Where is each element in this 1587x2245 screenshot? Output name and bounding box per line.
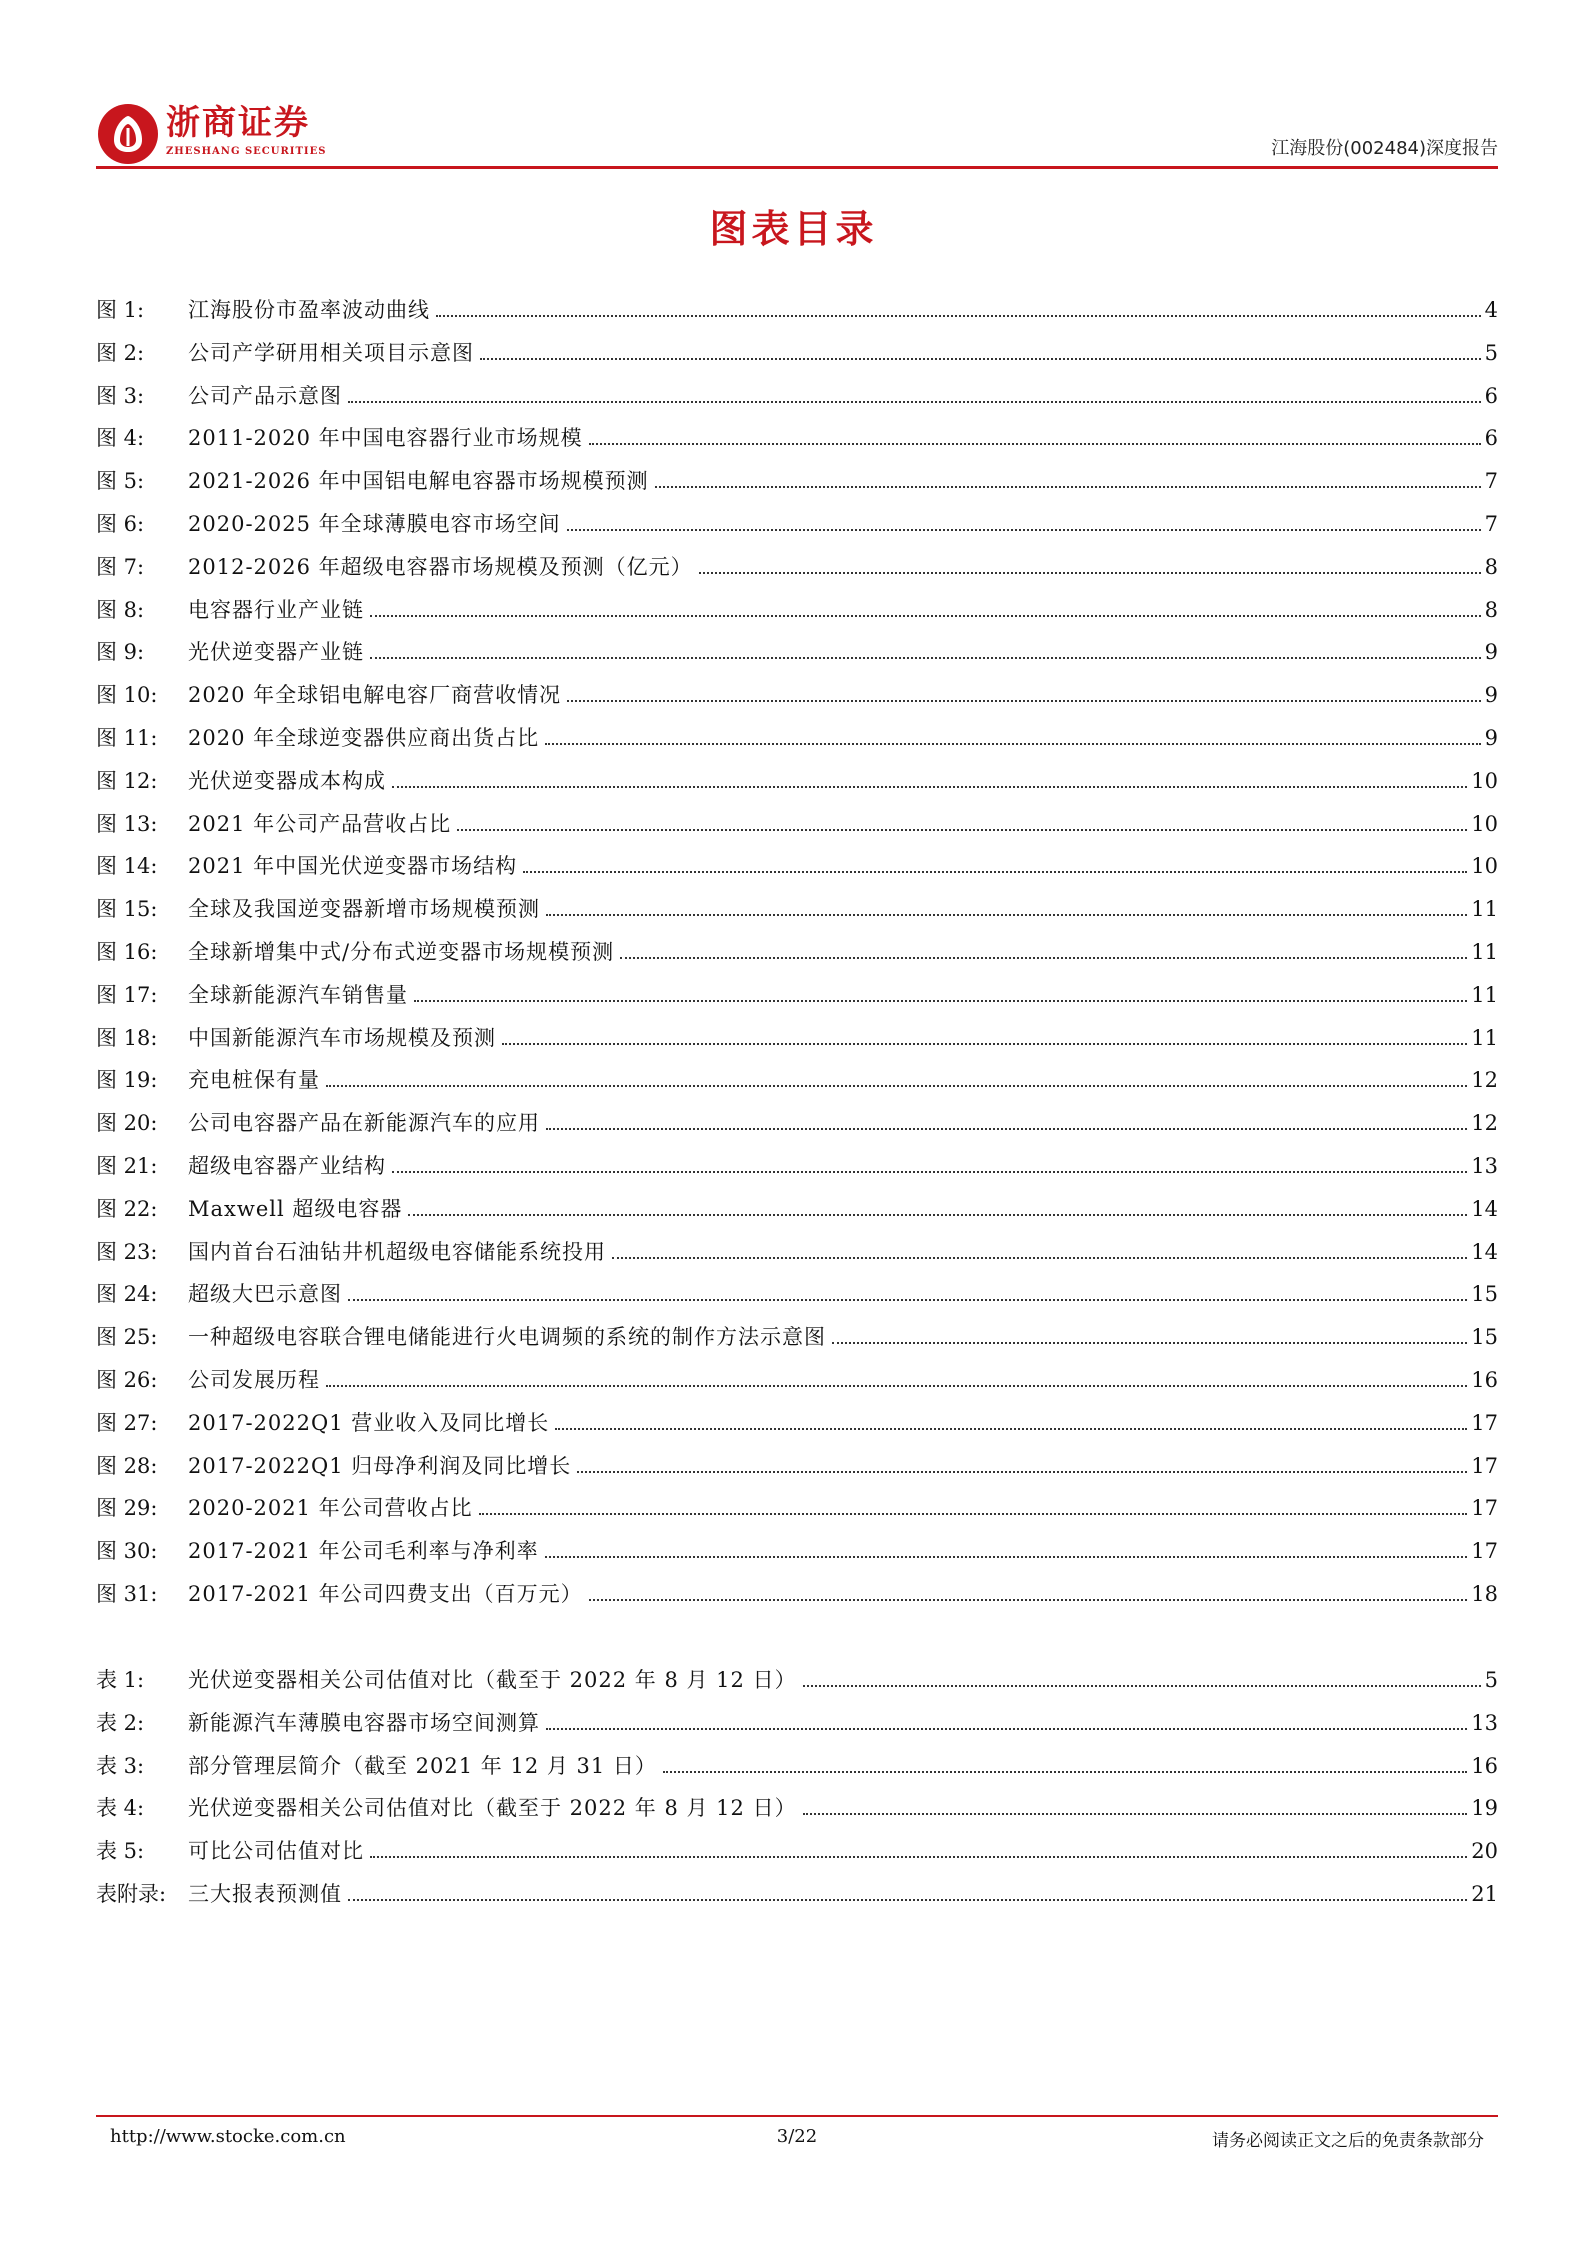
toc-entry-title[interactable]: 光伏逆变器相关公司估值对比（截至于 2022 年 8 月 12 日） <box>188 1796 797 1821</box>
header-divider <box>96 166 1498 169</box>
figure-toc-entry[interactable] <box>96 1108 1498 1151</box>
toc-entry-title[interactable]: 2020-2021 年公司营收占比 <box>188 1496 473 1521</box>
toc-entry-label: 表附录: <box>96 1881 167 1906</box>
logo-text-cn: 浙商证券 <box>166 103 310 143</box>
toc-entry-title[interactable]: 公司发展历程 <box>188 1367 320 1392</box>
toc-entry-title[interactable]: 2017-2021 年公司四费支出（百万元） <box>188 1581 583 1606</box>
toc-entry-label: 图 4: <box>96 426 145 451</box>
figure-toc-entry[interactable] <box>96 1408 1498 1451</box>
toc-entry-label: 图 18: <box>96 1025 158 1050</box>
figure-toc-entry[interactable] <box>96 338 1498 381</box>
toc-entry-label: 表 2: <box>96 1710 145 1735</box>
figure-toc-entry[interactable] <box>96 595 1498 638</box>
toc-entry-label: 图 2: <box>96 340 145 365</box>
toc-entry-label: 图 21: <box>96 1153 158 1178</box>
toc-entry-title[interactable]: 全球新能源汽车销售量 <box>188 982 408 1007</box>
toc-entry-page[interactable]: 9 <box>1484 640 1498 665</box>
toc-entry-page[interactable]: 15 <box>1471 1325 1498 1350</box>
toc-entry-title[interactable]: 2021-2026 年中国铝电解电容器市场规模预测 <box>188 469 649 494</box>
toc-entry-label: 图 6: <box>96 511 145 536</box>
toc-entry-page[interactable]: 14 <box>1471 1239 1498 1264</box>
toc-entry-page[interactable]: 13 <box>1471 1153 1498 1178</box>
toc-entry-title[interactable]: 全球及我国逆变器新增市场规模预测 <box>188 897 540 922</box>
toc-entry-page[interactable]: 4 <box>1484 298 1498 322</box>
toc-entry-page[interactable]: 11 <box>1471 897 1498 922</box>
toc-entry-title[interactable]: 光伏逆变器成本构成 <box>188 768 386 793</box>
toc-leader-dots <box>326 1084 1467 1087</box>
toc-entry-label: 图 24: <box>96 1282 158 1307</box>
toc-entry-page[interactable]: 17 <box>1471 1453 1498 1478</box>
disclaimer-text: 请务必阅读正文之后的免责条款部分 <box>1212 2131 1484 2151</box>
toc-entry-label: 图 10: <box>96 683 158 708</box>
toc-leader-dots <box>612 1256 1467 1259</box>
toc-entry-title[interactable]: 中国新能源汽车市场规模及预测 <box>188 1025 496 1050</box>
toc-leader-dots <box>457 828 1467 831</box>
toc-leader-dots <box>348 1898 1467 1901</box>
toc-entry-title[interactable]: 部分管理层简介（截至 2021 年 12 月 31 日） <box>188 1753 657 1778</box>
toc-entry-title[interactable]: 超级电容器产业结构 <box>188 1153 386 1178</box>
toc-leader-dots <box>348 400 1481 403</box>
toc-leader-dots <box>803 1812 1468 1815</box>
toc-leader-dots <box>546 1727 1467 1730</box>
toc-leader-dots <box>479 1512 1468 1515</box>
toc-entry-page[interactable]: 10 <box>1471 811 1498 836</box>
toc-leader-dots <box>502 1042 1467 1045</box>
toc-entry-label: 图 25: <box>96 1325 158 1350</box>
toc-entry-label: 图 1: <box>96 298 145 322</box>
figure-toc-entry[interactable] <box>96 466 1498 509</box>
toc-entry-label: 图 15: <box>96 897 158 922</box>
toc-leader-dots <box>523 870 1467 873</box>
toc-leader-dots <box>436 314 1481 317</box>
toc-entry-title[interactable]: 三大报表预测值 <box>188 1881 342 1906</box>
toc-leader-dots <box>370 656 1481 659</box>
toc-entry-title[interactable]: 2017-2022Q1 营业收入及同比增长 <box>188 1410 550 1435</box>
figure-toc-entry[interactable] <box>96 980 1498 1023</box>
figure-toc-entry[interactable] <box>96 1151 1498 1194</box>
toc-entry-title[interactable]: 光伏逆变器产业链 <box>188 640 364 665</box>
toc-entry-label: 表 4: <box>96 1796 145 1821</box>
toc-leader-dots <box>832 1341 1467 1344</box>
figure-toc-entry[interactable] <box>96 1579 1498 1622</box>
figure-toc-entry[interactable] <box>96 381 1498 424</box>
toc-entry-title[interactable]: 2012-2026 年超级电容器市场规模及预测（亿元） <box>188 554 693 579</box>
figure-toc-entry[interactable] <box>96 1065 1498 1108</box>
toc-entry-page[interactable]: 7 <box>1484 511 1498 536</box>
toc-entry-label: 图 29: <box>96 1496 158 1521</box>
toc-entry-label: 图 16: <box>96 939 158 964</box>
toc-entry-label: 表 5: <box>96 1839 145 1864</box>
toc-leader-dots <box>567 699 1481 702</box>
zheshang-logo-icon <box>96 102 160 166</box>
toc-leader-dots <box>326 1384 1467 1387</box>
toc-leader-dots <box>480 357 1481 360</box>
toc-entry-title[interactable]: Maxwell 超级电容器 <box>188 1196 403 1221</box>
figure-toc-entry[interactable] <box>96 937 1498 980</box>
toc-entry-page[interactable]: 21 <box>1471 1881 1498 1906</box>
toc-entry-title[interactable]: 全球新增集中式/分布式逆变器市场规模预测 <box>188 939 615 964</box>
table-toc-entry[interactable] <box>96 1793 1498 1836</box>
figure-toc-entry[interactable] <box>96 1536 1498 1579</box>
toc-entry-label: 图 22: <box>96 1196 158 1221</box>
toc-entry-label: 图 31: <box>96 1581 158 1606</box>
figure-toc-entry[interactable] <box>96 1023 1498 1066</box>
toc-entry-page[interactable]: 10 <box>1471 768 1498 793</box>
table-toc-entry[interactable] <box>96 1879 1498 1922</box>
page-header <box>96 96 1498 174</box>
toc-entry-page[interactable]: 13 <box>1471 1710 1498 1735</box>
toc-leader-dots <box>348 1298 1467 1301</box>
toc-title: 图表目录 <box>709 207 878 251</box>
figures-list <box>96 295 1498 1622</box>
toc-entry-title[interactable]: 可比公司估值对比 <box>188 1839 364 1864</box>
toc-leader-dots <box>546 913 1467 916</box>
toc-leader-dots <box>414 999 1467 1002</box>
toc-entry-page[interactable]: 12 <box>1471 1068 1498 1093</box>
toc-entry-page[interactable]: 17 <box>1471 1496 1498 1521</box>
figure-toc-entry[interactable] <box>96 1237 1498 1280</box>
figure-toc-entry[interactable] <box>96 766 1498 809</box>
toc-entry-title[interactable]: 2021 年中国光伏逆变器市场结构 <box>188 854 518 879</box>
toc-entry-title[interactable]: 2020 年全球逆变器供应商出货占比 <box>188 725 540 750</box>
figure-toc-entry[interactable] <box>96 851 1498 894</box>
toc-entry-label: 图 28: <box>96 1453 158 1478</box>
report-title: 江海股份(002484)深度报告 <box>1271 138 1498 159</box>
footer-divider <box>96 2115 1498 2117</box>
toc-entry-title[interactable]: 2020-2025 年全球薄膜电容市场空间 <box>188 511 561 536</box>
toc-leader-dots <box>545 1555 1468 1558</box>
figure-toc-entry[interactable] <box>96 723 1498 766</box>
toc-entry-page[interactable]: 17 <box>1471 1410 1498 1435</box>
toc-leader-dots <box>545 742 1481 745</box>
toc-entry-page[interactable]: 16 <box>1471 1367 1498 1392</box>
toc-entry-label: 图 30: <box>96 1539 158 1564</box>
toc-entry-label: 图 8: <box>96 597 145 622</box>
toc-entry-label: 图 9: <box>96 640 145 665</box>
toc-leader-dots <box>620 956 1467 959</box>
tables-list <box>96 1665 1498 1922</box>
toc-entry-page[interactable]: 6 <box>1484 426 1498 451</box>
toc-entry-title[interactable]: 公司产学研用相关项目示意图 <box>188 340 474 365</box>
toc-leader-dots <box>567 528 1481 531</box>
figure-toc-entry[interactable] <box>96 509 1498 552</box>
toc-entry-title[interactable]: 电容器行业产业链 <box>188 597 364 622</box>
toc-entry-title[interactable]: 2021 年公司产品营收占比 <box>188 811 452 836</box>
toc-entry-page[interactable]: 8 <box>1484 554 1498 579</box>
toc-entry-title[interactable]: 充电桩保有量 <box>188 1068 320 1093</box>
toc-entry-page[interactable]: 9 <box>1484 683 1498 708</box>
figure-toc-entry[interactable] <box>96 809 1498 852</box>
toc-entry-title[interactable]: 公司产品示意图 <box>188 383 342 408</box>
toc-leader-dots <box>803 1684 1481 1687</box>
figure-toc-entry[interactable] <box>96 1365 1498 1408</box>
toc-leader-dots <box>589 442 1481 445</box>
figure-toc-entry[interactable] <box>96 1279 1498 1322</box>
toc-entry-page[interactable]: 11 <box>1471 982 1498 1007</box>
table-toc-entry[interactable] <box>96 1708 1498 1751</box>
figure-toc-entry[interactable] <box>96 1194 1498 1237</box>
toc-entry-page[interactable]: 11 <box>1471 939 1498 964</box>
toc-entry-label: 图 3: <box>96 383 145 408</box>
toc-entry-title[interactable]: 超级大巴示意图 <box>188 1282 342 1307</box>
footer-url-link[interactable]: http://www.stocke.com.cn <box>110 2126 346 2147</box>
brand-logo <box>96 96 396 174</box>
toc-entry-label: 表 1: <box>96 1668 145 1692</box>
toc-entry-label: 图 19: <box>96 1068 158 1093</box>
table-toc-entry[interactable] <box>96 1751 1498 1794</box>
toc-entry-page[interactable]: 11 <box>1471 1025 1498 1050</box>
toc-entry-label: 图 17: <box>96 982 158 1007</box>
toc-entry-label: 图 13: <box>96 811 158 836</box>
figure-toc-entry[interactable] <box>96 680 1498 723</box>
table-toc-entry[interactable] <box>96 1665 1498 1708</box>
toc-entry-page[interactable]: 5 <box>1484 1668 1498 1692</box>
toc-entry-label: 图 5: <box>96 469 145 494</box>
toc-leader-dots <box>392 1170 1467 1173</box>
toc-entry-page[interactable]: 8 <box>1484 597 1498 622</box>
figure-toc-entry[interactable] <box>96 552 1498 595</box>
toc-leader-dots <box>370 1855 1467 1858</box>
toc-entry-title[interactable]: 国内首台石油钻井机超级电容储能系统投用 <box>188 1239 606 1264</box>
toc-entry-page[interactable]: 7 <box>1484 469 1498 494</box>
toc-entry-page[interactable]: 10 <box>1471 854 1498 879</box>
toc-leader-dots <box>699 571 1481 574</box>
toc-leader-dots <box>577 1470 1467 1473</box>
figure-toc-entry[interactable] <box>96 1451 1498 1494</box>
toc-entry-label: 图 27: <box>96 1410 158 1435</box>
toc-leader-dots <box>555 1427 1467 1430</box>
page-footer <box>96 2126 1498 2156</box>
toc-entry-page[interactable]: 9 <box>1484 725 1498 750</box>
toc-leader-dots <box>408 1213 1467 1216</box>
toc-entry-label: 图 14: <box>96 854 158 879</box>
toc-entry-page[interactable]: 16 <box>1471 1753 1498 1778</box>
toc-entry-label: 图 12: <box>96 768 158 793</box>
toc-entry-label: 图 11: <box>96 725 158 750</box>
toc-entry-title[interactable]: 一种超级电容联合锂电储能进行火电调频的系统的制作方法示意图 <box>188 1325 826 1350</box>
table-toc-entry[interactable] <box>96 1836 1498 1879</box>
figure-toc-entry[interactable] <box>96 1493 1498 1536</box>
toc-entry-title[interactable]: 新能源汽车薄膜电容器市场空间测算 <box>188 1710 540 1735</box>
toc-entry-label: 表 3: <box>96 1753 145 1778</box>
figure-toc-entry[interactable] <box>96 295 1498 338</box>
toc-entry-label: 图 20: <box>96 1111 158 1136</box>
logo-text-en: ZHESHANG SECURITIES <box>166 146 327 157</box>
toc-entry-label: 图 23: <box>96 1239 158 1264</box>
toc-entry-label: 图 26: <box>96 1367 158 1392</box>
figure-toc-entry[interactable] <box>96 1322 1498 1365</box>
toc-entry-title[interactable]: 2017-2021 年公司毛利率与净利率 <box>188 1539 539 1564</box>
toc-entry-page[interactable]: 6 <box>1484 383 1498 408</box>
toc-entry-title[interactable]: 光伏逆变器相关公司估值对比（截至于 2022 年 8 月 12 日） <box>188 1668 797 1692</box>
page-number: 3/22 <box>776 2126 818 2147</box>
toc-leader-dots <box>663 1770 1467 1773</box>
toc-entry-title[interactable]: 2020 年全球铝电解电容厂商营收情况 <box>188 683 562 708</box>
toc-entry-label: 图 7: <box>96 554 145 579</box>
figure-toc-entry[interactable] <box>96 637 1498 680</box>
toc-leader-dots <box>546 1127 1467 1130</box>
toc-entry-title[interactable]: 江海股份市盈率波动曲线 <box>188 298 430 322</box>
figure-toc-entry[interactable] <box>96 894 1498 937</box>
toc-entry-page[interactable]: 20 <box>1471 1839 1498 1864</box>
toc-entry-page[interactable]: 15 <box>1471 1282 1498 1307</box>
toc-leader-dots <box>655 485 1481 488</box>
figure-toc-entry[interactable] <box>96 423 1498 466</box>
toc-entry-title[interactable]: 公司电容器产品在新能源汽车的应用 <box>188 1111 540 1136</box>
toc-entry-page[interactable]: 14 <box>1471 1196 1498 1221</box>
toc-leader-dots <box>392 785 1467 788</box>
toc-leader-dots <box>370 614 1481 617</box>
toc-entry-page[interactable]: 5 <box>1484 340 1498 365</box>
toc-leader-dots <box>589 1598 1468 1601</box>
toc-entry-page[interactable]: 17 <box>1471 1539 1498 1564</box>
toc-entry-page[interactable]: 19 <box>1471 1796 1498 1821</box>
toc-entry-title[interactable]: 2011-2020 年中国电容器行业市场规模 <box>188 426 583 451</box>
toc-entry-title[interactable]: 2017-2022Q1 归母净利润及同比增长 <box>188 1453 572 1478</box>
toc-entry-page[interactable]: 12 <box>1471 1111 1498 1136</box>
toc-entry-page[interactable]: 18 <box>1471 1581 1498 1606</box>
